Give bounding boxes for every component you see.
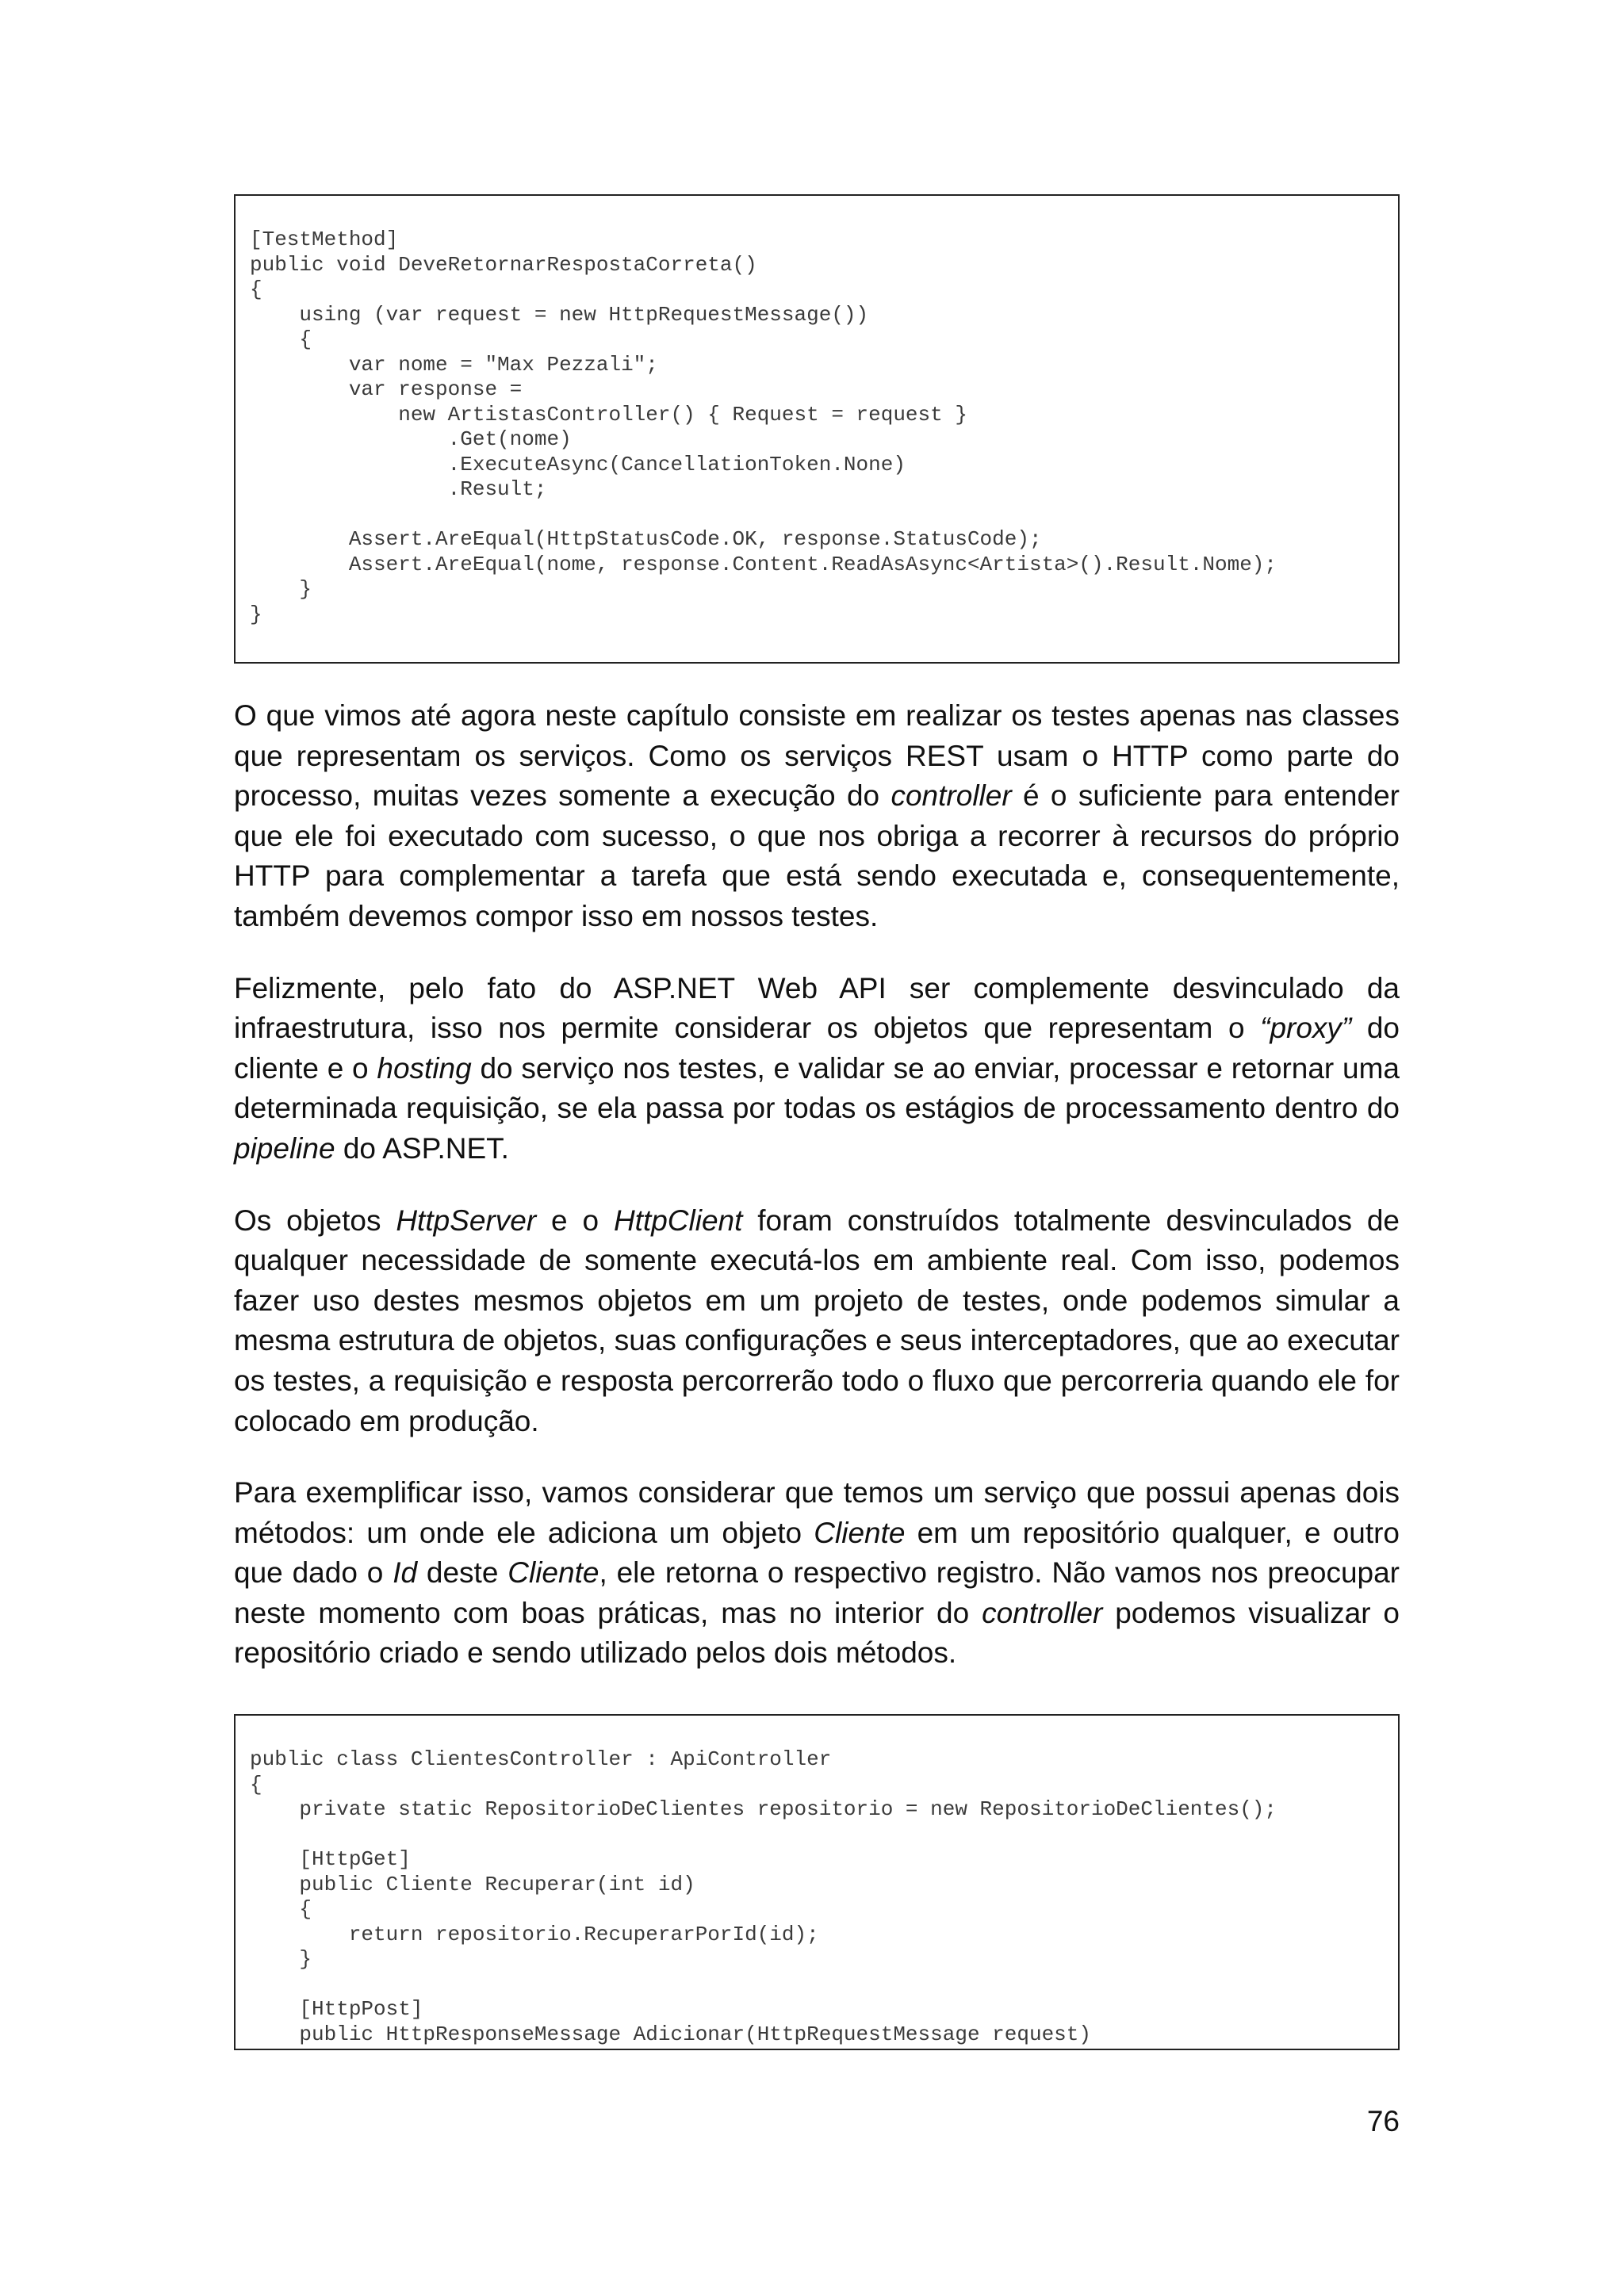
code-line: var response = [250,377,523,401]
code-line: public HttpResponseMessage Adicionar(HttpRequestMessage request) [250,2022,1091,2046]
code-line [250,503,1384,528]
code-line: { [250,277,262,301]
code-line: Assert.AreEqual(HttpStatusCode.OK, response.StatusCode); [250,527,1042,551]
code-line: new ArtistasController() { Request = request } [250,402,967,427]
paragraph-4: Para exemplificar isso, vamos considerar que temos um serviço que possui apenas dois métodos: um onde ele adiciona um objeto Cliente em um repositório qualquer, e outro que dado o Id deste Cliente, ele retorna o respectivo registro. Não vamos nos preocupar neste momento com boas práticas, mas no interior do controller podemos visualizar o repositório criado e sendo utilizado pelos dois métodos. [234,1476,1400,1670]
code-line: var nome = "Max Pezzali"; [250,352,658,377]
code-line: [TestMethod] [250,228,399,251]
code-line: return repositorio.RecuperarPorId(id); [250,1922,819,1946]
code-block-clientes-controller [234,1714,1400,2050]
paragraph-3: Os objetos HttpServer e o HttpClient foram construídos totalmente desvinculados de qualquer necessidade de somente executá-los em ambiente real. Com isso, podemos fazer uso destes mesmos objetos em um projeto de testes, onde podemos simular a mesma estrutura de objetos, suas configurações e seus interceptadores, que ao executar os testes, a requisição e resposta percorrerão todo o fluxo que percorreria quando ele for colocado em produção. [234,1203,1400,1437]
code-line [250,1973,1384,1998]
code-line: [HttpGet] [250,1847,411,1871]
code-line: using (var request = new HttpRequestMessage()) [250,302,869,327]
code-line: } [250,1947,312,1971]
code-line: .Result; [250,477,547,501]
code-line: public class ClientesController : ApiController [250,1747,832,1771]
code-line: { [250,1772,262,1797]
code-line: { [250,327,312,351]
code-line: .Get(nome) [250,427,572,451]
code-line: private static RepositorioDeClientes repositorio = new RepositorioDeClientes(); [250,1797,1277,1821]
code-line: .ExecuteAsync(CancellationToken.None) [250,452,906,476]
code-line [250,1823,1384,1848]
code-line: public void DeveRetornarRespostaCorreta() [250,252,757,277]
code-line: public Cliente Recuperar(int id) [250,1872,695,1896]
code-line: { [250,1897,312,1921]
paragraph-1: O que vimos até agora neste capítulo consiste em realizar os testes apenas nas classes que representam os serviços. Como os serviços REST usam o HTTP como parte do processo, muitas vezes somente a execução do controller é o suficiente para entender que ele foi executado com sucesso, o que nos obriga a recorrer à recursos do próprio HTTP para complementar a tarefa que está sendo executada e, consequentemente, também devemos compor isso em nossos testes. [234,699,1400,932]
code-line: Assert.AreEqual(nome, response.Content.ReadAsAsync<Artista>().Result.Nome); [250,552,1277,576]
body-text [234,696,1400,1705]
page-number: 76 [1366,2105,1400,2137]
code-line: [HttpPost] [250,1997,423,2021]
code-block-test-method [234,194,1400,664]
paragraph-2: Felizmente, pelo fato do ASP.NET Web API ser complemente desvinculado da infraestrutura, isso nos permite considerar os objetos que representam o “proxy” do cliente e o hosting do serviço nos testes, e validar se ao enviar, processar e retornar uma determinada requisição, se ela passa por todas os estágios de processamento dentro do pipeline do ASP.NET. [234,971,1400,1165]
code-line: } [250,577,312,601]
code-line: } [250,602,262,626]
